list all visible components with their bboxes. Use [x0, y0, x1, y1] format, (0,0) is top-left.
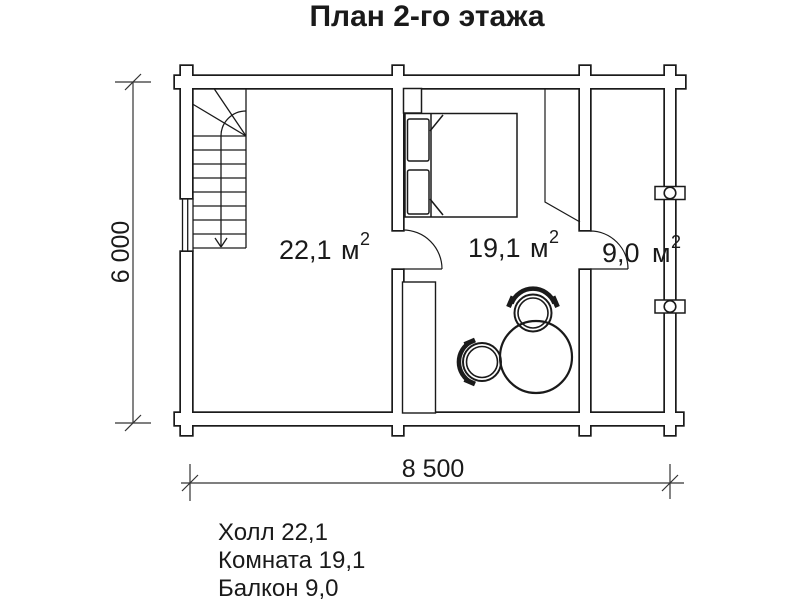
room-area-hall: 22,1: [279, 235, 332, 265]
legend-item-hall: Холл 22,1: [218, 519, 328, 546]
page-title: План 2-го этажа: [309, 0, 545, 33]
chair-armrest: [465, 380, 476, 385]
room-unit-hall: м: [341, 235, 360, 265]
dimension-width-label: 8 500: [401, 455, 465, 483]
room-unit-sup-balcony: 2: [671, 232, 682, 252]
chimney-shaft: [403, 282, 436, 413]
wall-hall-bedroom-upper: [393, 66, 403, 230]
chair-left: [459, 340, 501, 384]
window: [183, 199, 194, 251]
legend-item-balcony: Балкон 9,0: [218, 575, 339, 600]
chair-armrest: [553, 297, 558, 308]
wall-left-upper: [181, 66, 192, 198]
table-and-chairs: [459, 289, 572, 393]
bed: [404, 89, 518, 218]
nightstand: [404, 89, 422, 114]
legend: [218, 519, 365, 600]
wall-left-lower: [181, 252, 192, 435]
wall-hall-bedroom-lower: [393, 270, 403, 435]
dimension-height-label: 6 000: [107, 220, 135, 284]
room-unit-sup-hall: 2: [360, 229, 371, 249]
room-area-balcony: 9,0: [602, 238, 640, 268]
chair-armrest: [465, 340, 476, 345]
room-unit-sup-bedroom: 2: [549, 227, 560, 247]
wall-bedroom-balcony-lower: [580, 270, 590, 435]
door-swing-arc: [403, 230, 442, 269]
winder-tread: [214, 89, 246, 137]
balcony-post: [655, 300, 685, 313]
wall-bottom: [175, 413, 683, 425]
wall-bedroom-balcony-upper: [580, 66, 590, 230]
room-unit-bedroom: м: [530, 233, 549, 263]
room-unit-balcony: м: [652, 238, 671, 268]
wall-top: [175, 76, 685, 88]
room-area-bedroom: 19,1: [468, 233, 521, 263]
bed-pillow: [408, 119, 430, 161]
chair-armrest: [509, 297, 514, 308]
winder-tread: [193, 104, 247, 136]
bed-pillow: [408, 170, 430, 214]
staircase: [193, 89, 247, 249]
legend-item-room: Комната 19,1: [218, 547, 366, 574]
walk-line-arc: [221, 111, 246, 136]
balcony-post: [655, 187, 685, 200]
door-hall-bedroom: [403, 230, 442, 269]
attic-slope-line: [545, 89, 580, 223]
